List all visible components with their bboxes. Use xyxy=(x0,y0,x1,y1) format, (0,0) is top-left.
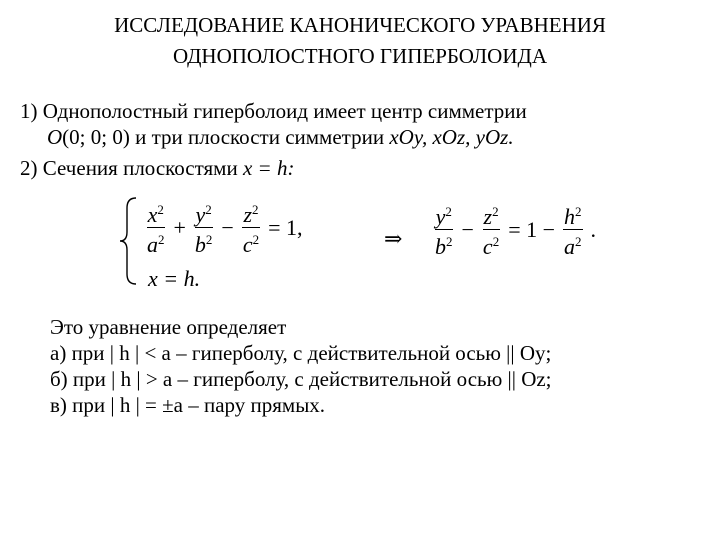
fraction-z2-c2-result: $\frac{z^2}{c^2}$ xyxy=(482,200,500,259)
slide-title-line-2: ОДНОПОЛОСТНОГО ГИПЕРБОЛОИДА xyxy=(172,44,547,68)
item-1-line-1 xyxy=(20,98,527,124)
center-coords: (0; 0; 0) xyxy=(62,125,130,149)
item-2-text: Сечения плоскостями xyxy=(42,156,238,180)
fraction-z2-c2: $\frac{z^2}{c^2}$ xyxy=(242,198,260,257)
item-2-number: 2) xyxy=(20,156,38,180)
item-1-text-a: Однополостный гиперболоид имеет центр симметрии xyxy=(42,99,527,123)
explain-case-b: б) при | h | > a – гиперболу, с действительной осью || Oz; xyxy=(50,367,552,391)
fraction-y2-b2-result: $\frac{y^2}{b^2}$ xyxy=(434,200,454,259)
equals-one: = 1, xyxy=(268,214,303,240)
system-equation-2: x = h. xyxy=(148,266,201,291)
result-equation xyxy=(432,200,598,259)
left-brace-icon xyxy=(118,196,140,286)
item-2-line xyxy=(20,155,294,181)
result-period: . xyxy=(590,216,597,242)
item-1-line-2 xyxy=(47,124,514,150)
item-2-equation: x = h: xyxy=(242,156,295,180)
explain-case-a: а) при | h | < a – гиперболу, с действительной осью || Oy; xyxy=(50,341,552,365)
plane-xoy: xOy, xyxy=(389,125,428,149)
center-label: O xyxy=(47,125,63,149)
fraction-y2-b2: $\frac{y^2}{b^2}$ xyxy=(194,198,214,257)
plus-operator: + xyxy=(173,214,186,240)
slide-title-line-1: ИССЛЕДОВАНИЕ КАНОНИЧЕСКОГО УРАВНЕНИЯ xyxy=(114,13,606,37)
fraction-h2-a2: $\frac{h^2}{a^2}$ xyxy=(563,200,583,259)
plane-xoz: xOz, xyxy=(432,125,471,149)
equals-one-minus: = 1 − xyxy=(508,216,556,242)
system-equation-1 xyxy=(144,198,305,257)
minus-operator-result: − xyxy=(461,216,474,242)
explain-case-c: в) при | h | = ±a – пару прямых. xyxy=(50,393,326,417)
minus-operator: − xyxy=(221,214,234,240)
plane-yoz: yOz. xyxy=(475,125,514,149)
item-1-number: 1) xyxy=(20,99,38,123)
explain-intro: Это уравнение определяет xyxy=(50,315,287,339)
implies-arrow-icon: ⇒ xyxy=(384,226,403,251)
item-1-text-b: и три плоскости симметрии xyxy=(135,125,385,149)
fraction-x2-a2: $\frac{x^2}{a^2}$ xyxy=(146,198,166,257)
